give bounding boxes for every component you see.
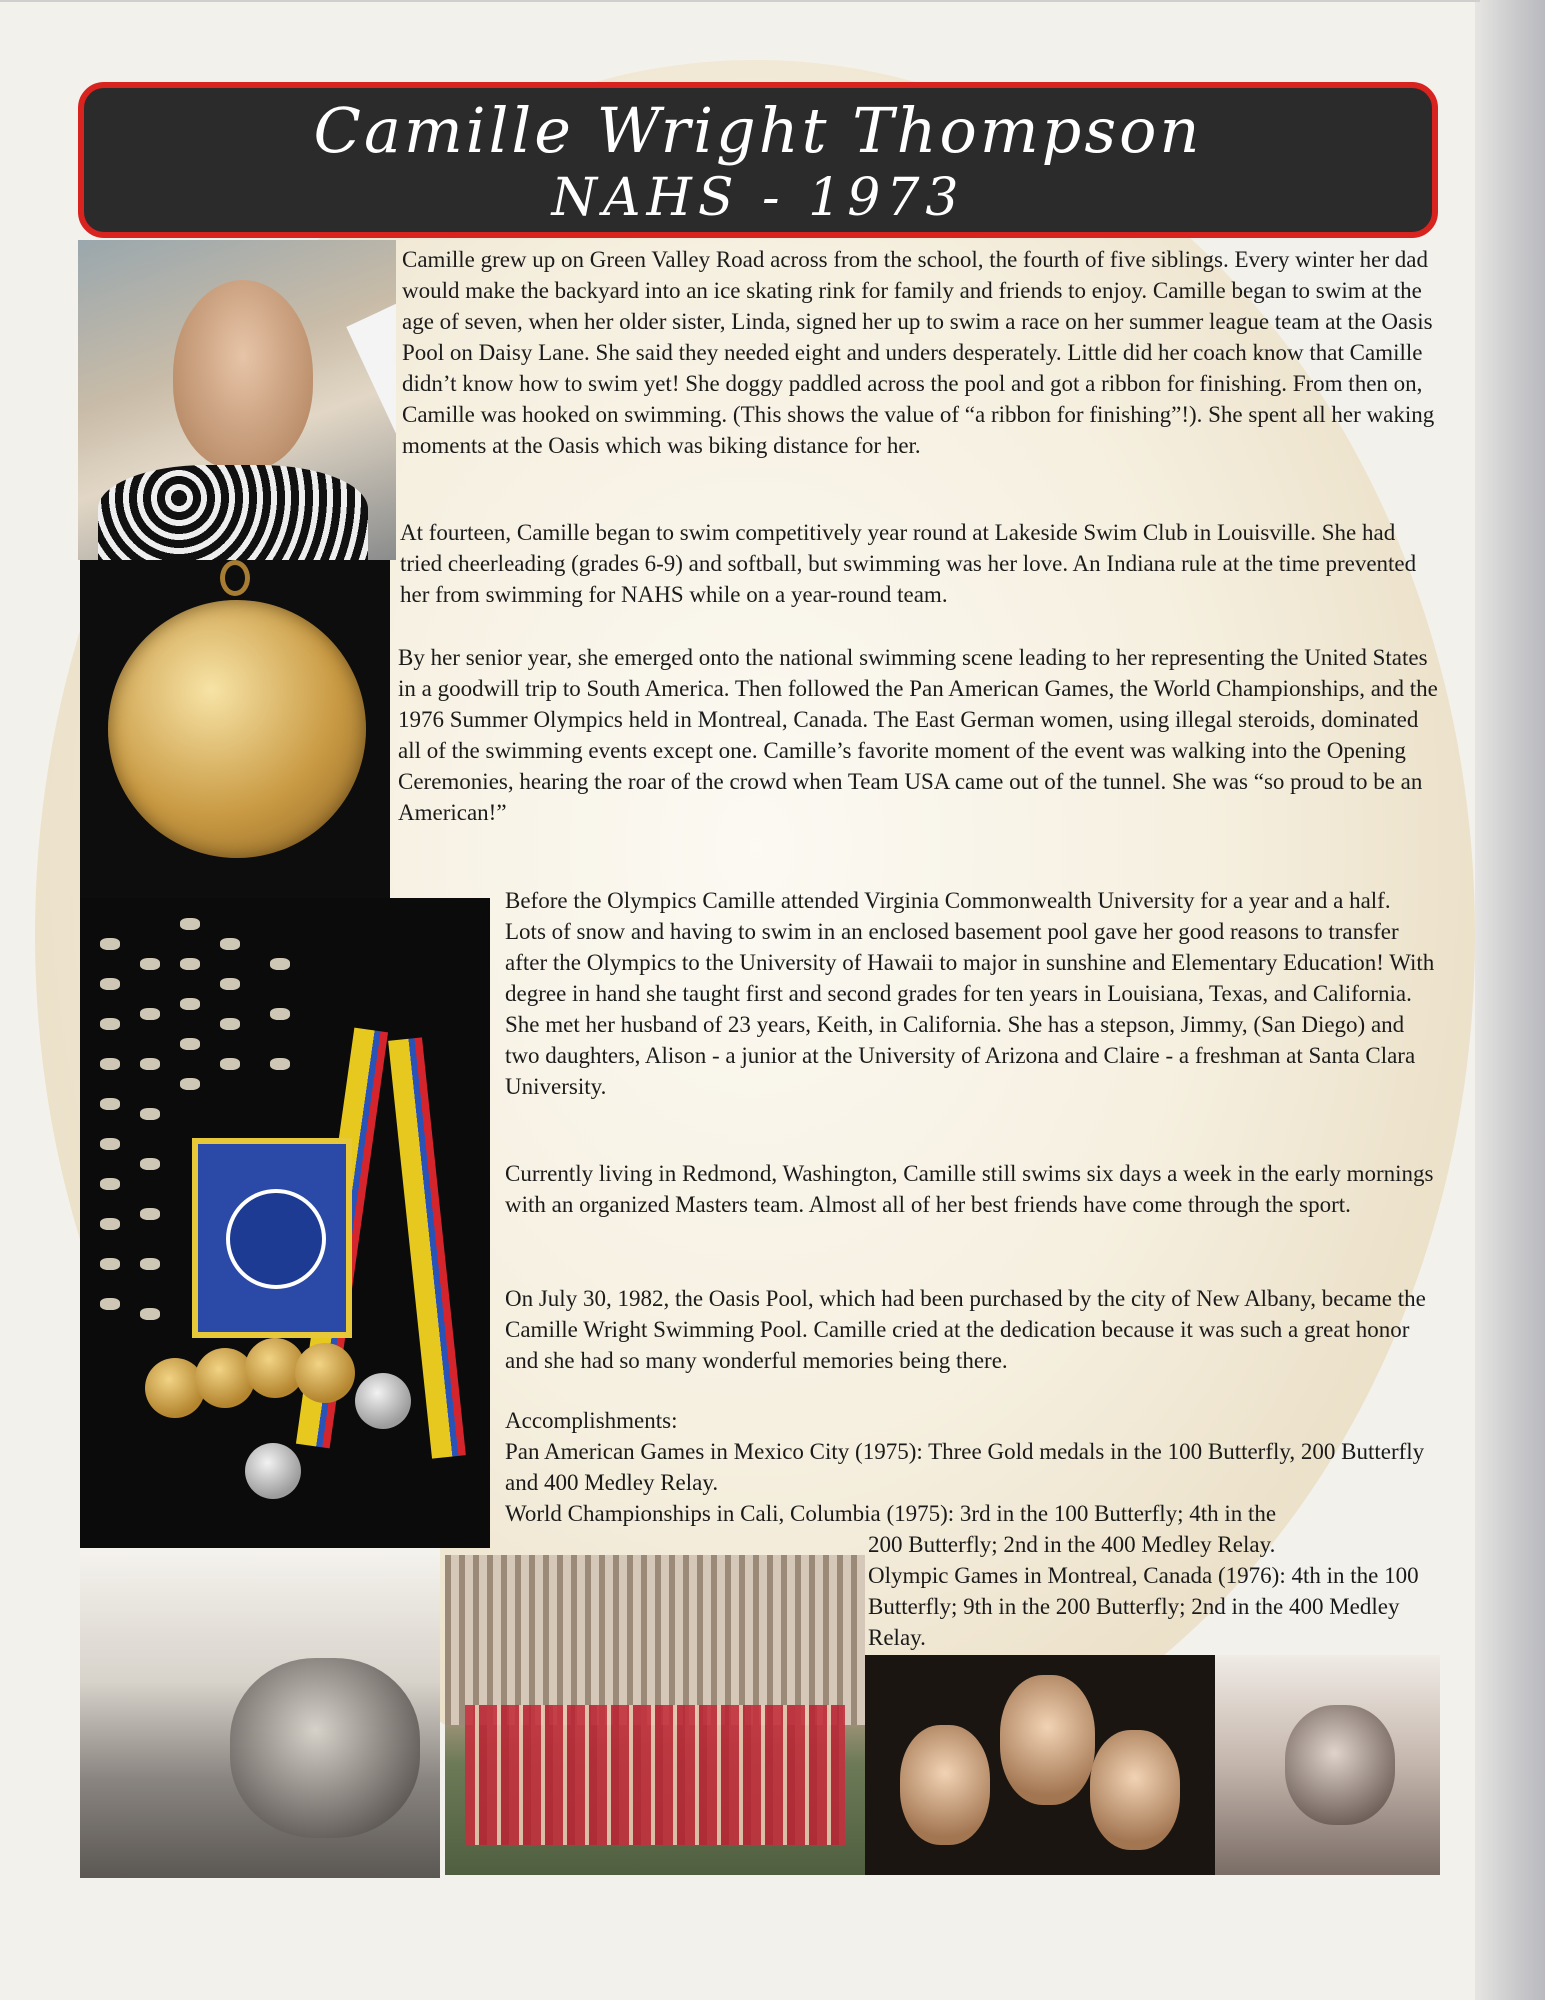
bio-paragraph: Currently living in Redmond, Washington, Camille still swims six days a week in the early mornings with an organized Masters team. Almost all of her best friends have come through the sport. [505,1161,1434,1217]
pin [270,1008,290,1020]
pin [180,1078,200,1090]
pin [140,1058,160,1070]
page-edge-shadow [1475,0,1545,2000]
top-rule [0,0,1480,2]
pin [100,1018,120,1030]
silver-medal [355,1373,411,1429]
accomplishments [505,1405,1435,1653]
medal-disc [108,600,366,858]
olympic-team-pennant [192,1138,352,1338]
pin [100,1138,120,1150]
pins-and-medals-photo [80,898,490,1548]
pin [140,1158,160,1170]
accomplishment-worlds: World Championships in Cali, Columbia (1975): 3rd in the 100 Butterfly; 4th in the [505,1501,1277,1526]
title-banner [78,82,1438,238]
gold-medal-photo [80,560,390,900]
pin [180,918,200,930]
pin [220,978,240,990]
pin [180,958,200,970]
portrait-swimsuit [98,465,368,560]
swimmer-photo [1215,1655,1440,1875]
swimmer-head [1285,1705,1395,1825]
pin [100,1098,120,1110]
pin [140,1208,160,1220]
medal-ring [220,560,250,596]
usa-olympic-seal [226,1189,326,1289]
pin [140,1108,160,1120]
pin [180,998,200,1010]
pin [100,1258,120,1270]
school-year: NAHS - 1973 [551,168,965,228]
pin [140,1258,160,1270]
team-members [465,1705,845,1845]
pin [220,1018,240,1030]
accomplishment-olympics: Olympic Games in Montreal, Canada (1976): 4th in the 100 Butterfly; 9th in the 200 Butterfly; 2nd in the 400 Medley Relay. [868,1563,1419,1650]
pin [100,1298,120,1310]
bio-paragraph: Before the Olympics Camille attended Virginia Commonwealth University for a year and a half. Lots of snow and having to swim in an enclosed basement pool gave her good reasons to transfer after the Olympics to the University of Hawaii to major in sunshine and Elementary Education! With degree in hand she taught first and second grades for ten years in Louisiana, Texas, and California. She met her husband of 23 years, Keith, in California. She has a stepson, Jimmy, (San Diego) and two daughters, Alison - a junior at the University of Arizona and Claire - a freshman at Santa Clara University. [505,888,1435,1099]
swimmer-butterfly-photo [80,1548,440,1878]
silver-medal [245,1443,301,1499]
accomplishment-pan-am: Pan American Games in Mexico City (1975): Three Gold medals in the 100 Butterfly, 200 Butterfly and 400 Medley Relay. [505,1439,1425,1495]
pin [140,958,160,970]
pin [220,1058,240,1070]
bio-paragraph: On July 30, 1982, the Oasis Pool, which had been purchased by the city of New Albany, became the Camille Wright Swimming Pool. Camille cried at the dedication because it was such a great honor and she had so many wonderful memories being there. [505,1286,1426,1373]
pin [140,1308,160,1320]
pin [100,978,120,990]
pin [100,1058,120,1070]
swimmer-head [230,1658,420,1838]
daughter-face [900,1725,990,1845]
pin [220,938,240,950]
pin [270,958,290,970]
inductee-name: Camille Wright Thompson [313,94,1203,167]
family-photo [865,1655,1215,1875]
bio-paragraph: Camille grew up on Green Valley Road across from the school, the fourth of five siblings. Every winter her dad would make the backyard into an ice skating rink for family and friends to enjoy. Camille began to swim at the age of seven, when her older sister, Linda, signed her up to swim a race on her summer league team at the Oasis Pool on Daisy Lane. She said they needed eight and unders desperately. Little did her coach know that Camille didn’t know how to swim yet! She doggy paddled across the pool and got a ribbon for finishing. From then on, Camille was hooked on swimming. (This shows the value of “a ribbon for finishing”!). She spent all her waking moments at the Oasis which was biking distance for her. [402,247,1435,458]
portrait-photo [78,240,396,560]
camille-face [1000,1675,1095,1805]
swim-cap-sign [346,289,396,481]
pin [100,938,120,950]
pin [100,1178,120,1190]
gold-medal [295,1343,355,1403]
daughter-face [1090,1730,1180,1850]
bio-paragraph: At fourteen, Camille began to swim competitively year round at Lakeside Swim Club in Louisville. She had tried cheerleading (grades 6-9) and softball, but swimming was her love. An Indiana rule at the time prevented her from swimming for NAHS while on a year-round team. [400,520,1417,607]
pin [270,1058,290,1070]
pin [100,1218,120,1230]
pin [180,1038,200,1050]
portrait-face [173,280,313,470]
accomplishments-heading: Accomplishments: [505,1408,678,1433]
bio-paragraph: By her senior year, she emerged onto the national swimming scene leading to her representing the United States in a goodwill trip to South America. Then followed the Pan American Games, the World Championships, and the 1976 Summer Olympics held in Montreal, Canada. The East German women, using illegal steroids, dominated all of the swimming events except one. Camille’s favorite moment of the event was walking into the Opening Ceremonies, hearing the roar of the crowd when Team USA came out of the tunnel. She was “so proud to be an American!” [398,645,1438,825]
pin [140,1008,160,1020]
accomplishment-worlds-cont: 200 Butterfly; 2nd in the 400 Medley Relay. [868,1532,1276,1557]
